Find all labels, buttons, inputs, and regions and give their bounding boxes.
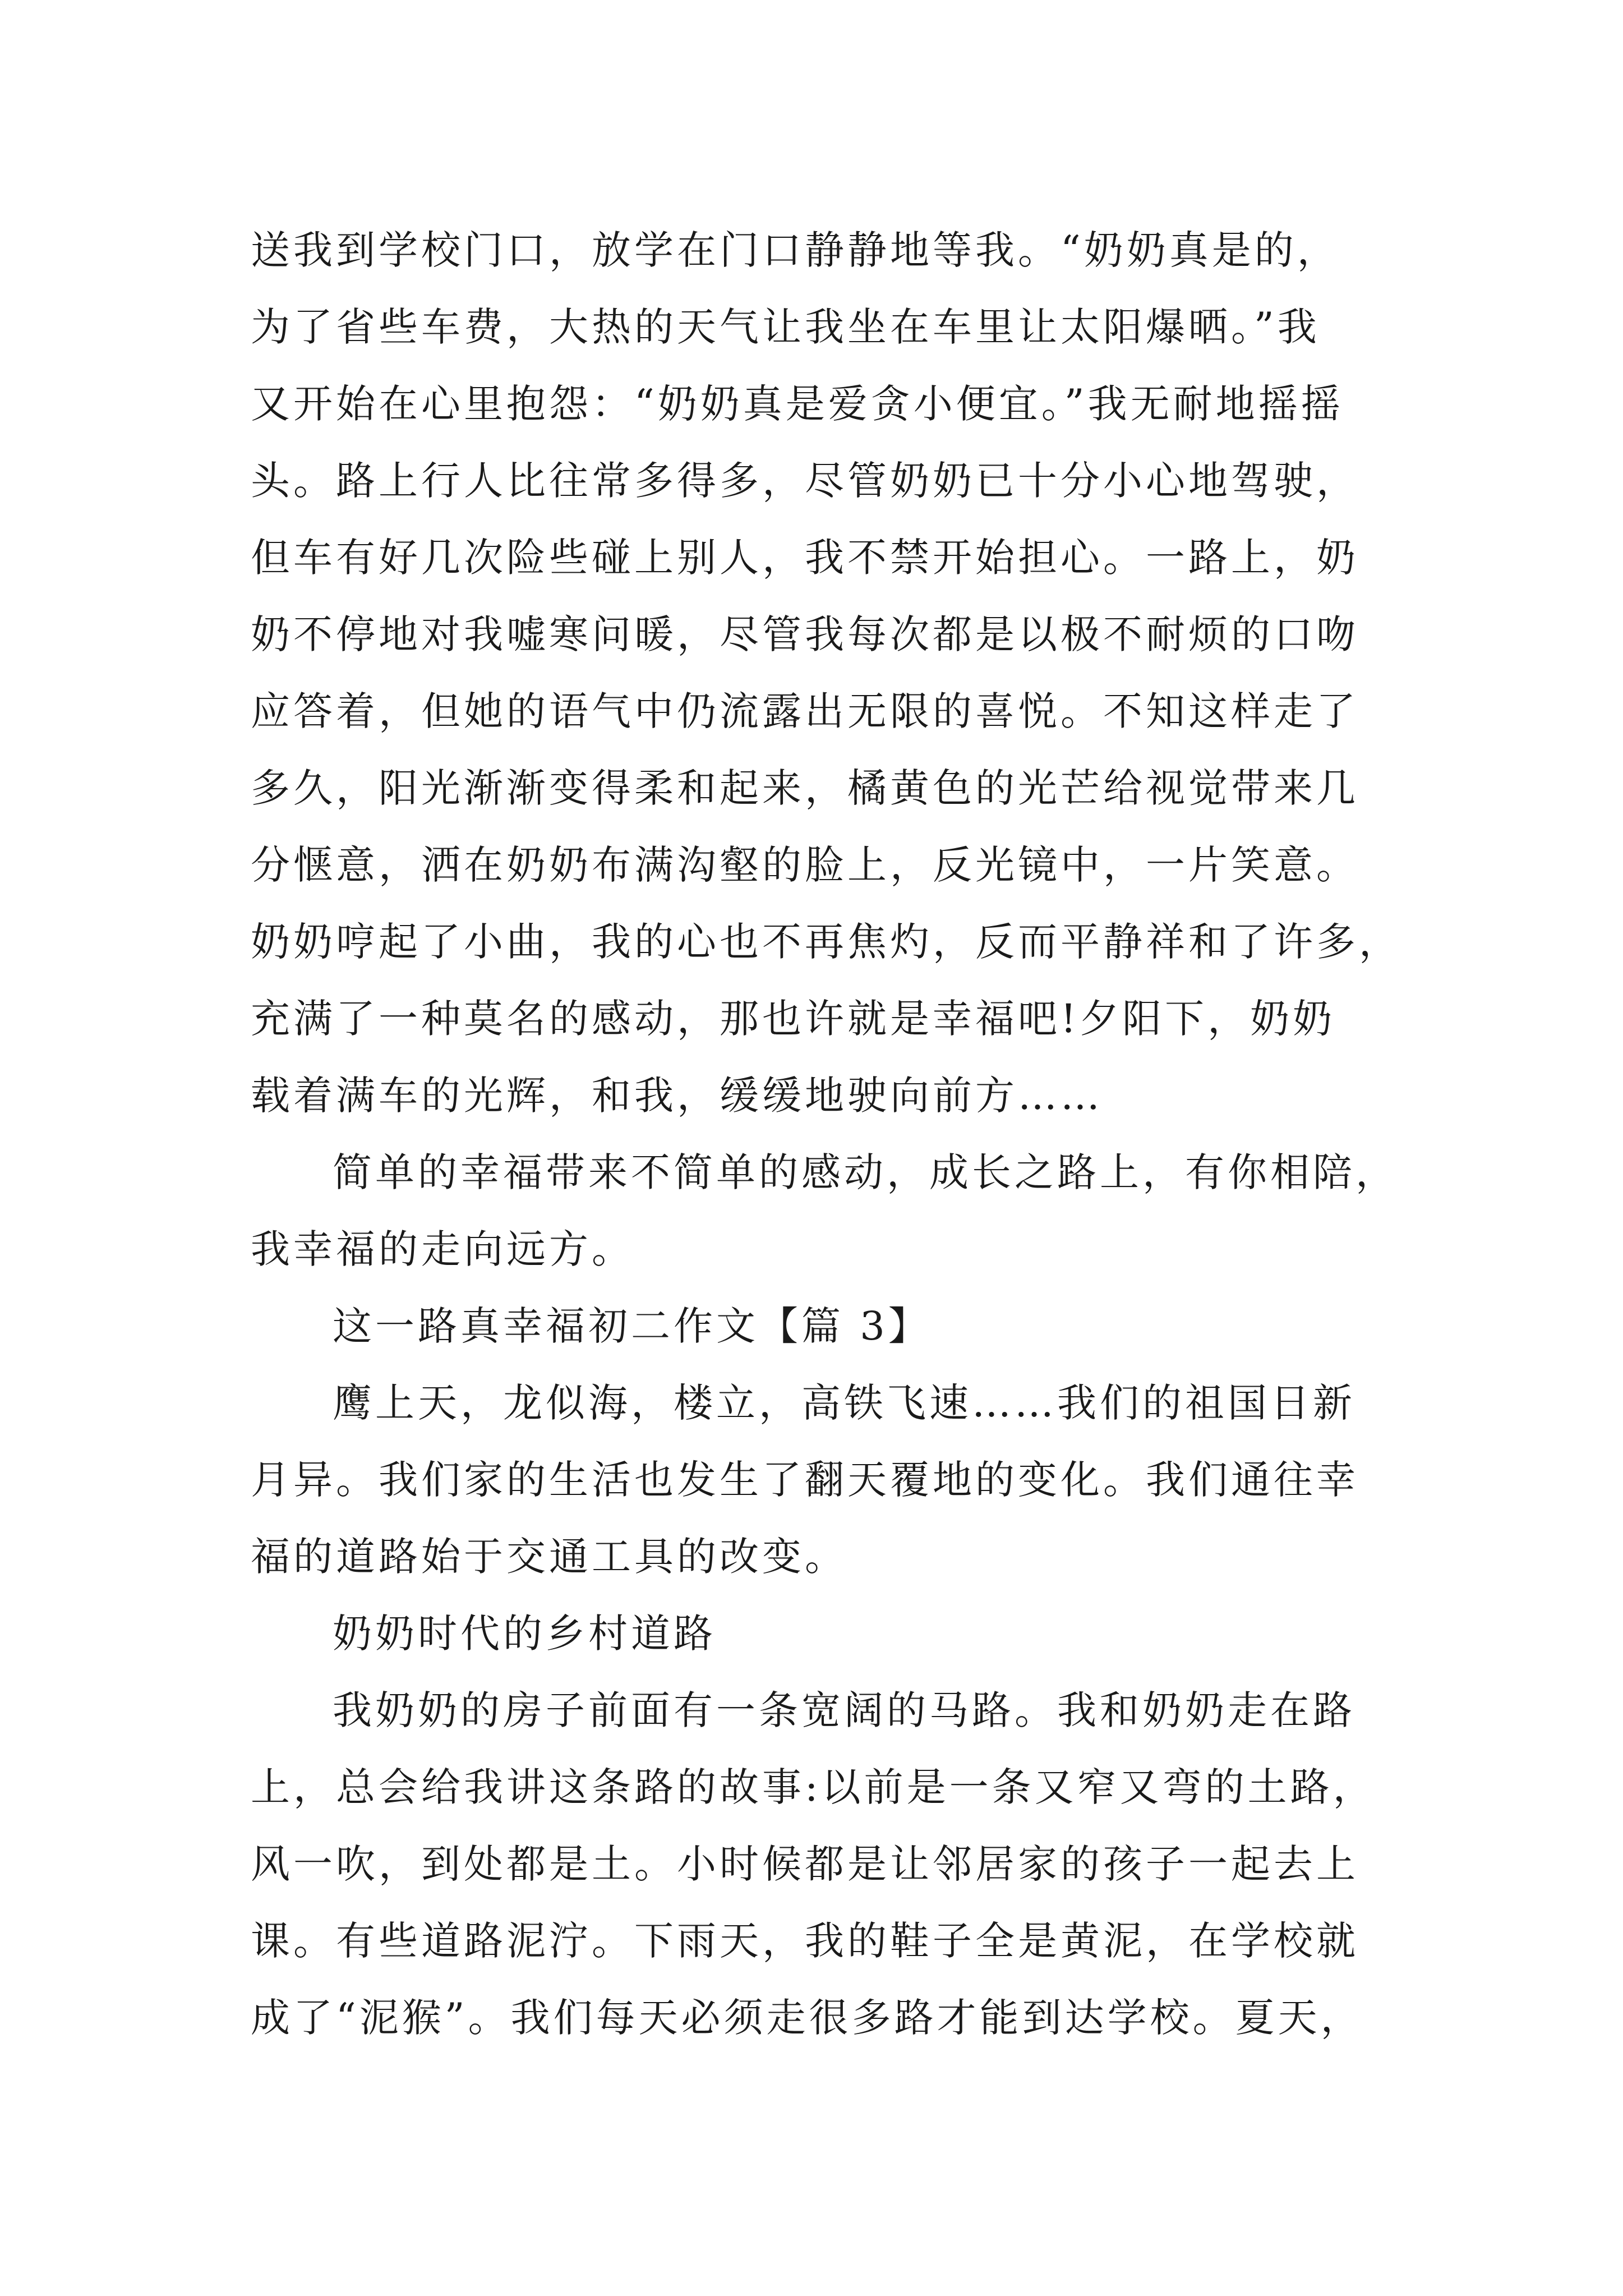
text-line: 又开始在心里抱怨：“奶奶真是爱贪小便宜。”我无耐地摇摇 [251, 381, 1344, 427]
text-line: 简单的幸福带来不简单的感动，成长之路上，有你相陪， [333, 1149, 1398, 1195]
text-line: 为了省些车费，大热的天气让我坐在车里让太阳爆晒。”我 [251, 304, 1320, 350]
text-line: 但车有好几次险些碰上别人，我不禁开始担心。一路上，奶 [251, 535, 1359, 581]
text-line: 载着满车的光辉，和我，缓缓地驶向前方…… [251, 1073, 1103, 1119]
text-line: 多久，阳光渐渐变得柔和起来，橘黄色的光芒给视觉带来几 [251, 765, 1359, 811]
text-line: 鹰上天，龙似海，楼立，高铁飞速……我们的祖国日新 [333, 1380, 1355, 1426]
text-line: 奶奶时代的乡村道路 [333, 1611, 716, 1657]
text-line: 上，总会给我讲这条路的故事:以前是一条又窄又弯的土路， [251, 1764, 1376, 1810]
text-line: 应答着，但她的语气中仍流露出无限的喜悦。不知这样走了 [251, 688, 1359, 734]
text-line: 头。路上行人比往常多得多，尽管奶奶已十分小心地驾驶， [251, 458, 1359, 504]
text-line: 这一路真幸福初二作文【篇 3】 [333, 1303, 931, 1349]
text-line: 充满了一种莫名的感动，那也许就是幸福吧!夕阳下，奶奶 [251, 996, 1336, 1042]
text-line: 奶奶哼起了小曲，我的心也不再焦灼，反而平静祥和了许多， [251, 919, 1401, 965]
text-line: 我奶奶的房子前面有一条宽阔的马路。我和奶奶走在路 [333, 1687, 1355, 1733]
text-line: 分惬意，洒在奶奶布满沟壑的脸上，反光镜中，一片笑意。 [251, 842, 1359, 888]
text-line: 福的道路始于交通工具的改变。 [251, 1534, 847, 1580]
text-line: 风一吹，到处都是土。小时候都是让邻居家的孩子一起去上 [251, 1841, 1359, 1887]
text-line: 成了“泥猴”。我们每天必须走很多路才能到达学校。夏天， [251, 1995, 1363, 2041]
text-line: 课。有些道路泥泞。下雨天，我的鞋子全是黄泥，在学校就 [251, 1918, 1359, 1964]
text-line: 奶不停地对我嘘寒问暖，尽管我每次都是以极不耐烦的口吻 [251, 611, 1359, 657]
body-text [251, 212, 1401, 2056]
text-line: 月异。我们家的生活也发生了翻天覆地的变化。我们通往幸 [251, 1457, 1359, 1503]
text-line: 送我到学校门口，放学在门口静静地等我。“奶奶真是的， [251, 227, 1340, 273]
text-line: 我幸福的走向远方。 [251, 1226, 634, 1272]
